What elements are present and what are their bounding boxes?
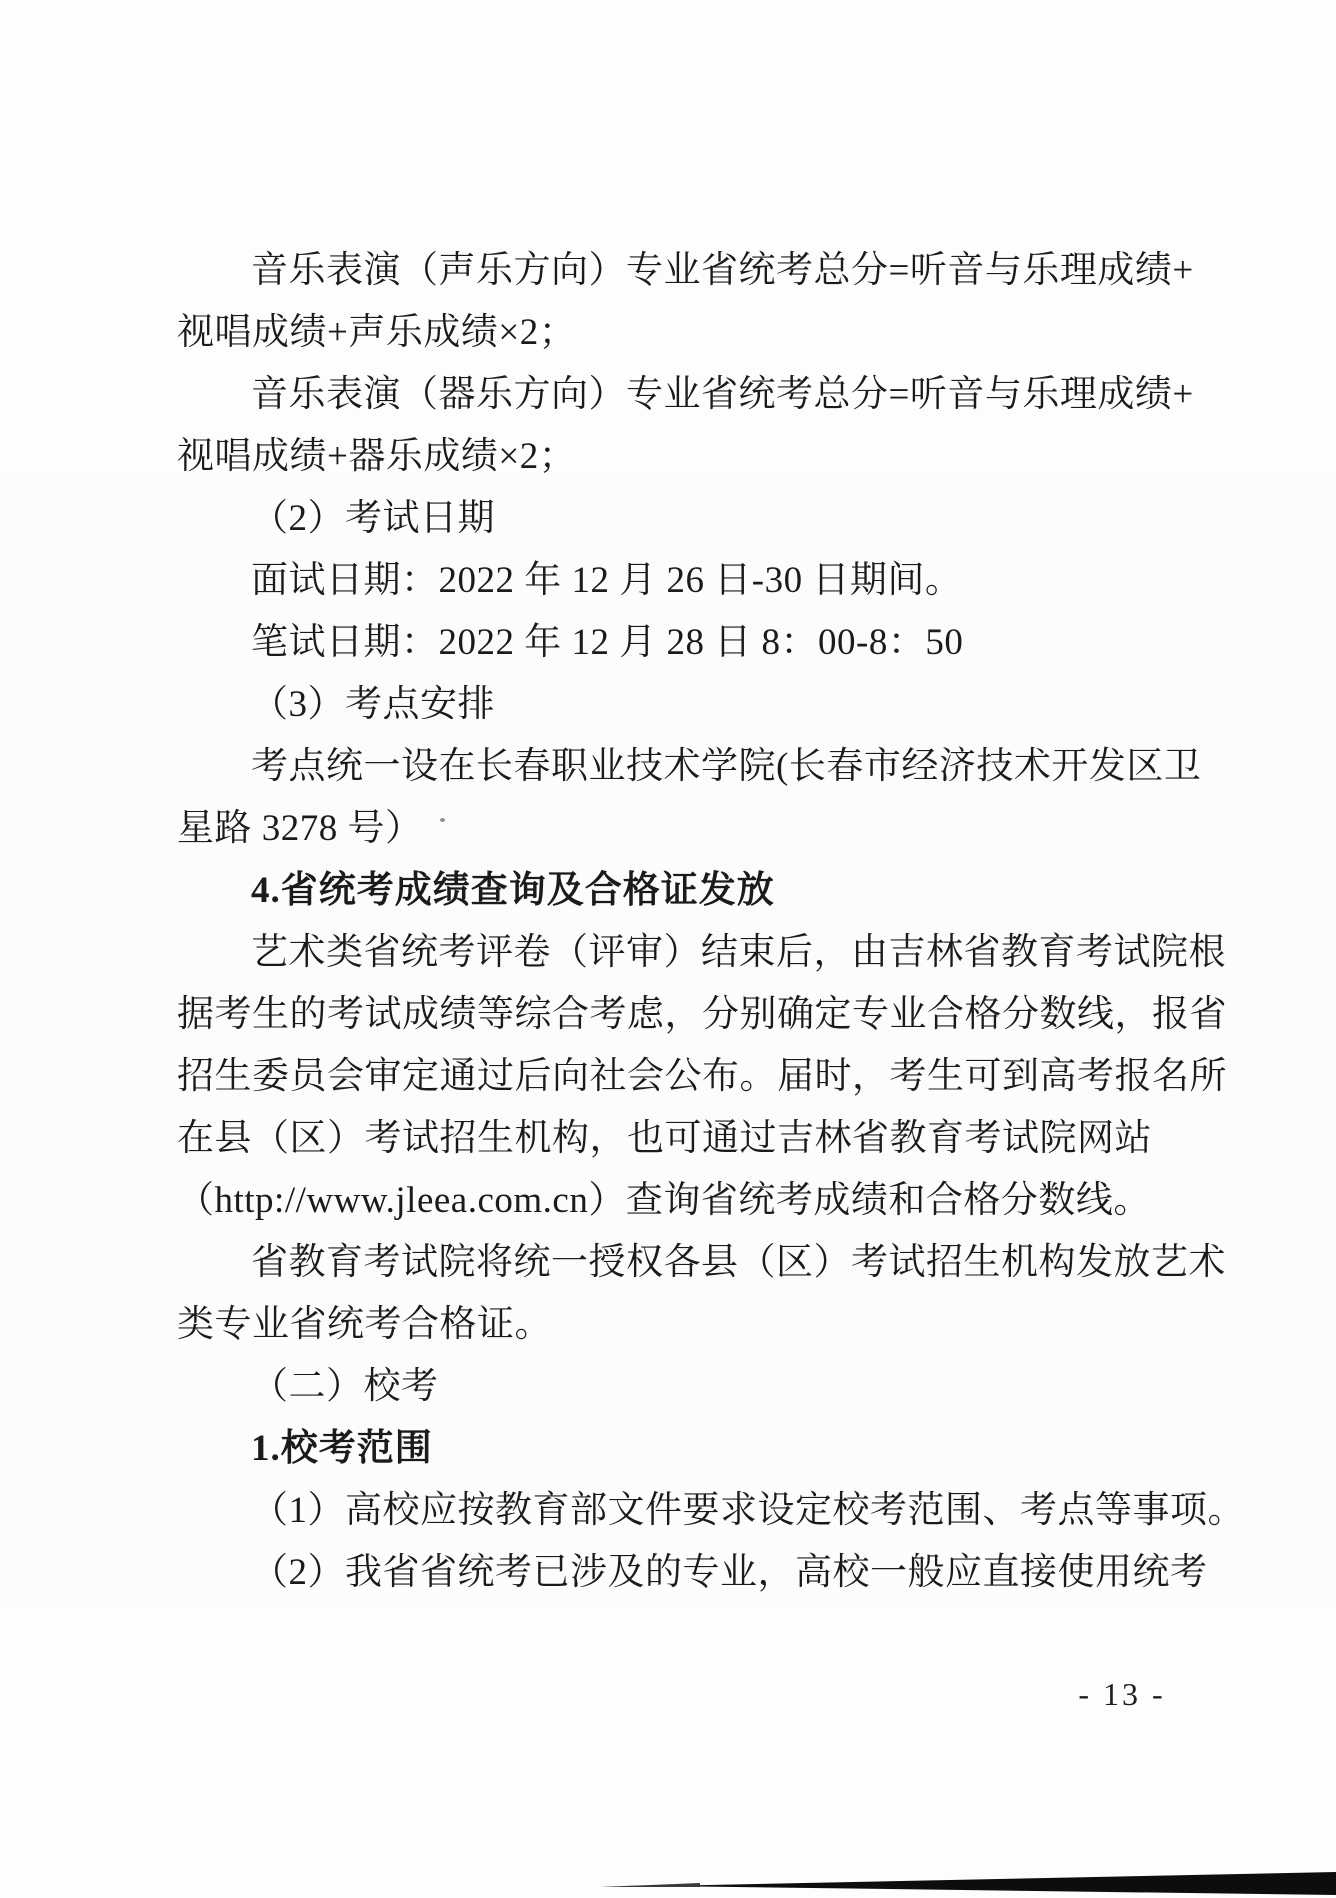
scan-speck-artifact [440, 818, 445, 822]
text-line: 考点统一设在长春职业技术学院(长春市经济技术开发区卫 [251, 746, 1202, 787]
text-line: （1）高校应按教育部文件要求设定校考范围、考点等事项。 [251, 1490, 1245, 1531]
text-line: 笔试日期：2022 年 12 月 28 日 8：00-8：50 [251, 622, 964, 663]
text-line: 音乐表演（器乐方向）专业省统考总分=听音与乐理成绩+ [251, 374, 1194, 415]
text-line: （2）我省省统考已涉及的专业，高校一般应直接使用统考 [251, 1552, 1208, 1593]
page-number: - 13 - [1078, 1676, 1166, 1712]
text-line: 视唱成绩+声乐成绩×2； [177, 312, 577, 353]
heading-line: 4.省统考成绩查询及合格证发放 [251, 870, 775, 911]
text-line: （http://www.jleea.com.cn）查询省统考成绩和合格分数线。 [177, 1180, 1151, 1221]
heading-line: 1.校考范围 [251, 1428, 433, 1469]
text-line: （二）校考 [251, 1366, 439, 1407]
text-line: 在县（区）考试招生机构，也可通过吉林省教育考试院网站 [177, 1118, 1152, 1159]
text-line: 艺术类省统考评卷（评审）结束后，由吉林省教育考试院根 [251, 932, 1226, 973]
text-line: （2）考试日期 [251, 498, 495, 539]
text-line: 招生委员会审定通过后向社会公布。届时，考生可到高考报名所 [177, 1056, 1227, 1097]
text-line: 据考生的考试成绩等综合考虑，分别确定专业合格分数线，报省 [177, 994, 1227, 1035]
text-line: 音乐表演（声乐方向）专业省统考总分=听音与乐理成绩+ [251, 250, 1194, 291]
text-line: 星路 3278 号） [177, 808, 423, 849]
text-line: 视唱成绩+器乐成绩×2； [177, 436, 577, 477]
document-body [177, 240, 1245, 1604]
text-line: （3）考点安排 [251, 684, 495, 725]
text-line: 面试日期：2022 年 12 月 26 日-30 日期间。 [251, 560, 963, 601]
text-line: 省教育考试院将统一授权各县（区）考试招生机构发放艺术 [251, 1242, 1226, 1283]
text-line: 类专业省统考合格证。 [177, 1304, 552, 1345]
